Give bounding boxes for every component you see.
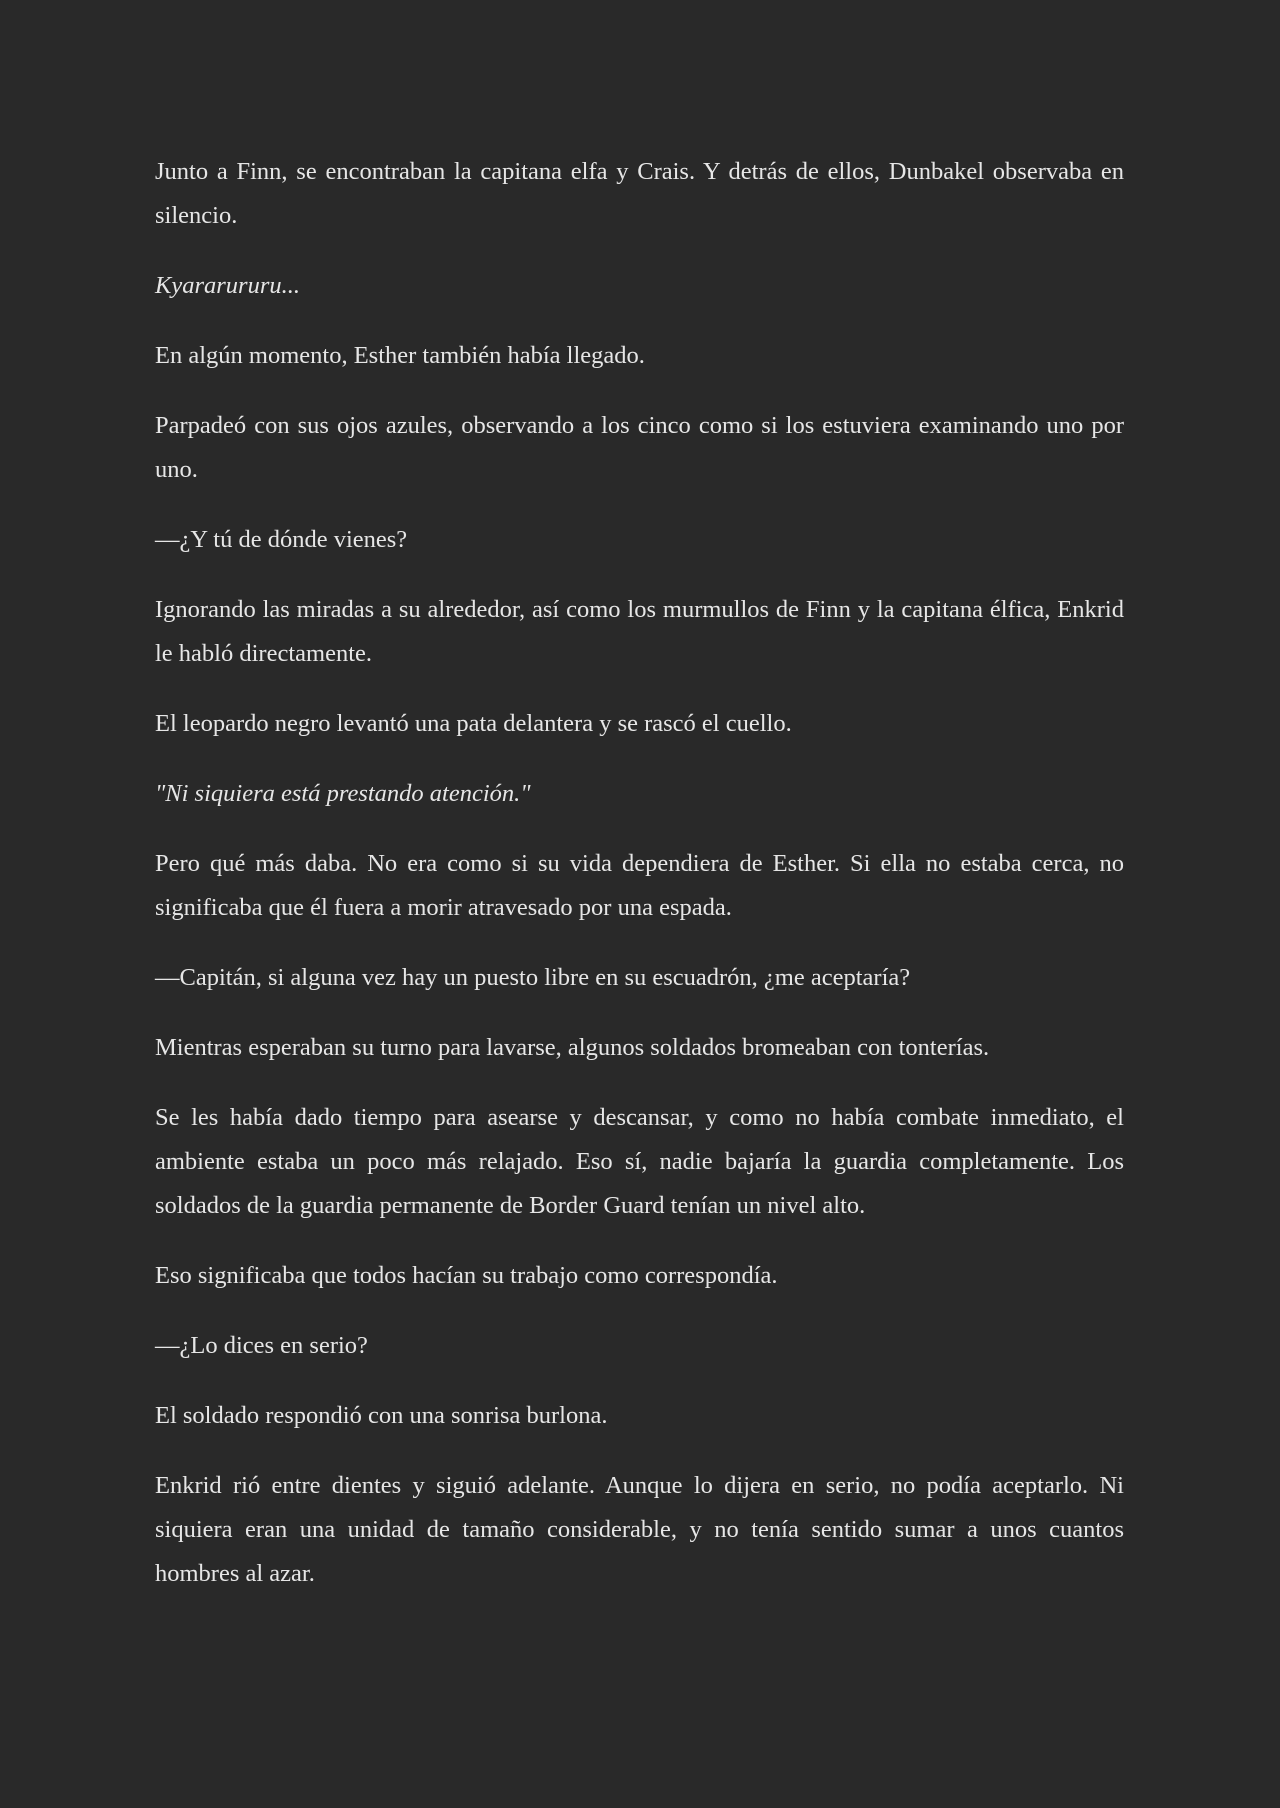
paragraph: El leopardo negro levantó una pata delantera y se rascó el cuello. bbox=[155, 710, 792, 737]
paragraph: Parpadeó con sus ojos azules, observando a los cinco como si los estuviera examinando uno por uno. bbox=[155, 412, 1124, 483]
paragraph-dialogue: —Capitán, si alguna vez hay un puesto libre en su escuadrón, ¿me aceptaría? bbox=[155, 964, 911, 991]
paragraph-italic-sound: Kyararururu... bbox=[155, 272, 300, 299]
paragraph: Se les había dado tiempo para asearse y descansar, y como no había combate inmediato, el ambiente estaba un poco más relajado. Eso sí, nadie bajaría la guardia completamente. Los soldados de la guardia permanente de Border Guard tenían un nivel alto. bbox=[155, 1104, 1124, 1219]
paragraph: Enkrid rió entre dientes y siguió adelante. Aunque lo dijera en serio, no podía aceptarlo. Ni siquiera eran una unidad de tamaño considerable, y no tenía sentido sumar a unos cuantos hombres al azar. bbox=[155, 1472, 1124, 1587]
paragraph: En algún momento, Esther también había llegado. bbox=[155, 342, 645, 369]
paragraph-dialogue: —¿Lo dices en serio? bbox=[155, 1332, 368, 1359]
paragraph: Eso significaba que todos hacían su trabajo como correspondía. bbox=[155, 1262, 778, 1289]
paragraph-italic-thought: "Ni siquiera está prestando atención." bbox=[155, 780, 531, 807]
paragraph: Junto a Finn, se encontraban la capitana elfa y Crais. Y detrás de ellos, Dunbakel observaba en silencio. bbox=[155, 158, 1124, 229]
paragraph: Mientras esperaban su turno para lavarse, algunos soldados bromeaban con tonterías. bbox=[155, 1034, 990, 1061]
paragraph-dialogue: —¿Y tú de dónde vienes? bbox=[155, 526, 408, 553]
reading-pane bbox=[155, 150, 1124, 1622]
paragraph: Ignorando las miradas a su alrededor, así como los murmullos de Finn y la capitana élfica, Enkrid le habló directamente. bbox=[155, 596, 1124, 667]
paragraph: Pero qué más daba. No era como si su vida dependiera de Esther. Si ella no estaba cerca, no significaba que él fuera a morir atravesado por una espada. bbox=[155, 850, 1124, 921]
paragraph: El soldado respondió con una sonrisa burlona. bbox=[155, 1402, 608, 1429]
